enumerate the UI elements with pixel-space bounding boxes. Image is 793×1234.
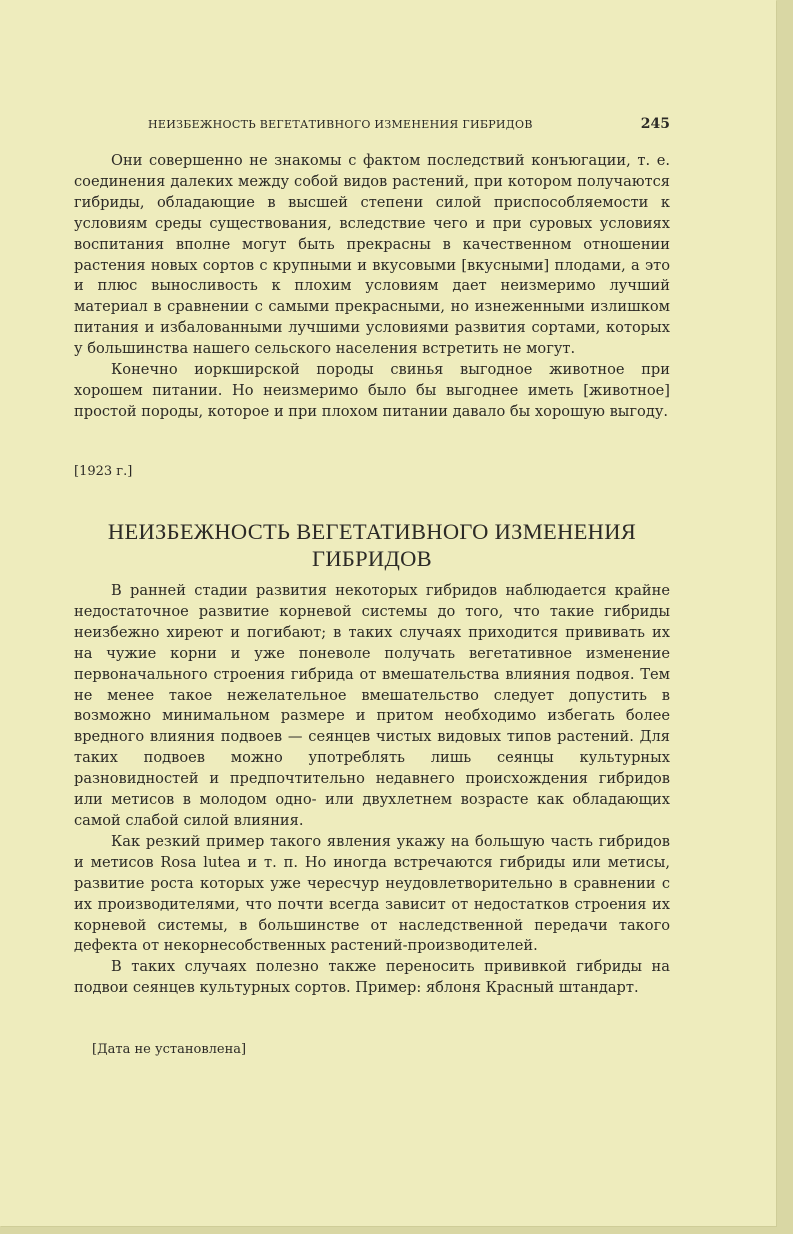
paragraph: В таких случаях полезно также переносить прививкой гибриды на подвои сеянцев культурных сортов. Пример: яблоня Красный штандарт. bbox=[74, 958, 670, 997]
article-date: [Дата не установлена] bbox=[92, 1042, 247, 1057]
paragraph: Они совершенно не знакомы с фактом последствий конъюгации, т. е. соединения далеких между собой видов растений, при котором получаются гибриды, обладающие в высшей степени силой приспособляемости к условиям среды существования, вследствие чего и при суровых условиях воспитания вполне могут быть прекрасны в качественном отношении растения новых сортов с крупными и вкусовыми [вкусными] плодами, а это и плюс выносливость к плохим условиям дает неизмеримо лучший материал в сравнении с самыми прекрасными, но изнеженными излишком питания и избалованными лучшими условиями развития сортами, которых у большинства нашего сельского населения встретить не могут. bbox=[74, 152, 670, 358]
page-header bbox=[148, 116, 670, 136]
previous-article-text bbox=[74, 151, 670, 423]
paragraph: Как резкий пример такого явления укажу на большую часть гибридов и метисов Rosa lutea и т. п. Но иногда встречаются гибриды или метисы, развитие роста которых уже чересчур неудовлетворительно в сравнении с их производителями, что почти всегда зависит от недостатков строения их корневой системы, в большинстве от наследственной передачи такого дефекта от некорнесобственных растений-производителей. bbox=[74, 832, 670, 955]
article-body bbox=[74, 581, 670, 999]
paragraph: В ранней стадии развития некоторых гибридов наблюдается крайне недостаточное развитие корневой системы до того, что такие гибриды неизбежно хиреют и погибают; в таких случаях приходится прививать их на чужие корни и уже поневоле получать вегетативное изменение первоначального строения гибрида от вмешательства влияния подвоя. Тем не менее такое нежелательное вмешательство следует допустить в возможно минимальном размере и притом необходимо избегать более вредного влияния подвоев — сеянцев чистых видовых типов растений. Для таких подвоев можно употреблять лишь сеянцы культурных разновидностей и предпочтительно недавнего происхождения гибридов или метисов в молодом одно- или двухлетнем возрасте как обладающих самой слабой силой влияния. bbox=[74, 582, 670, 829]
previous-article-date: [1923 г.] bbox=[74, 464, 133, 479]
page-number: 245 bbox=[640, 116, 670, 132]
paragraph: Конечно иоркширской породы свинья выгодное животное при хорошем питании. Но неизмеримо было бы выгоднее иметь [животное] простой породы, которое и при плохом питании давало бы хорошую выгоду. bbox=[74, 361, 670, 420]
article-title-line-1: НЕИЗБЕЖНОСТЬ ВЕГЕТАТИВНОГО ИЗМЕНЕНИЯ bbox=[107, 519, 637, 544]
article-title-line-2: ГИБРИДОВ bbox=[312, 546, 432, 571]
article-title bbox=[74, 518, 670, 572]
running-head: НЕИЗБЕЖНОСТЬ ВЕГЕТАТИВНОГО ИЗМЕНЕНИЯ ГИБРИДОВ bbox=[148, 118, 533, 131]
